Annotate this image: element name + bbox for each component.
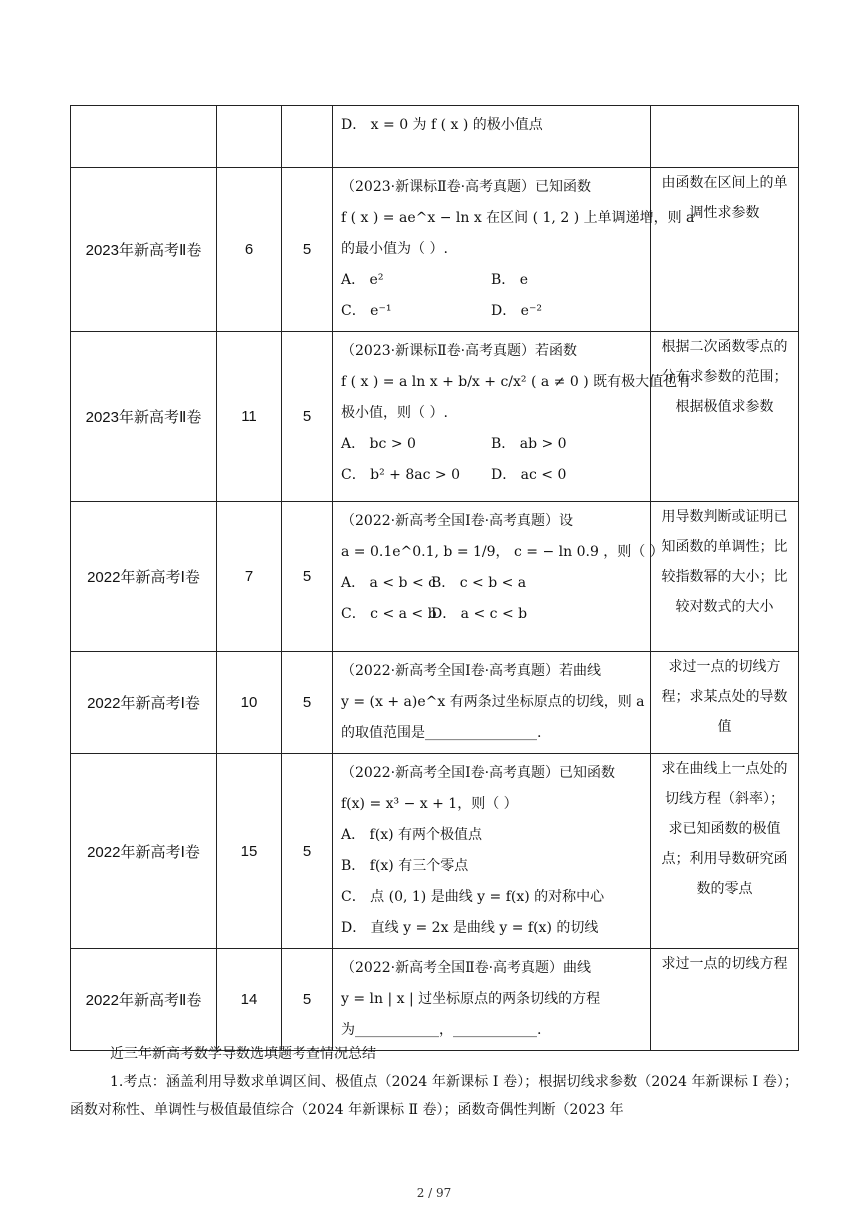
points-cell: 5 bbox=[282, 332, 333, 502]
question-line: D． x = 0 为 f ( x ) 的极小值点 bbox=[341, 117, 543, 133]
question-cell bbox=[333, 106, 651, 168]
knowledge-point-cell: 求过一点的切线方程；求某点处的导数值 bbox=[651, 652, 799, 754]
question-line: （2023·新课标Ⅱ卷·高考真题）已知函数 bbox=[341, 179, 592, 195]
points-cell: 5 bbox=[282, 652, 333, 754]
question-line: D． 直线 y = 2x 是曲线 y = f(x) 的切线 bbox=[341, 920, 599, 936]
question-line: f ( x ) = ae^x − ln x 在区间 ( 1, 2 ) 上单调递增，则 a bbox=[341, 210, 695, 226]
question-cell bbox=[333, 332, 692, 502]
question-number-cell: 14 bbox=[217, 949, 282, 1051]
question-number-cell: 15 bbox=[217, 754, 282, 949]
option-choice: C． c < a < b bbox=[341, 606, 437, 622]
question-line: （2022·新高考全国Ⅰ卷·高考真题）设 bbox=[341, 513, 574, 529]
question-cell bbox=[333, 168, 695, 332]
table-row bbox=[71, 652, 799, 754]
question-line: B． f(x) 有三个零点 bbox=[341, 858, 469, 874]
summary-title: 近三年新高考数学导数选填题考查情况总结 bbox=[110, 1046, 376, 1062]
table-row bbox=[71, 502, 799, 652]
exam-name-cell: 2022年新高考Ⅰ卷 bbox=[71, 652, 217, 754]
question-line: 极小值，则（ ）. bbox=[341, 405, 448, 421]
points-cell bbox=[282, 106, 333, 168]
summary-point-1: 1.考点：涵盖利用导数求单调区间、极值点（2024 年新课标 Ⅰ 卷）；根据切线求参数（2024 年新课标 Ⅰ 卷）；函数对称性、单调性与极值最值综合（2024 年新课标 Ⅱ 卷）；函数奇偶性判断（2023 年 bbox=[70, 1074, 798, 1118]
question-line: 的取值范围是________________. bbox=[341, 725, 542, 741]
option-choice: A． bc > 0 bbox=[341, 436, 416, 452]
options-row bbox=[341, 568, 644, 599]
option-choice: C． b² + 8ac > 0 bbox=[341, 467, 460, 483]
question-line: （2023·新课标Ⅱ卷·高考真题）若函数 bbox=[341, 343, 578, 359]
exam-table bbox=[70, 105, 799, 1051]
question-line: 为____________，____________. bbox=[341, 1022, 542, 1038]
question-line: （2022·新高考全国Ⅱ卷·高考真题）曲线 bbox=[341, 960, 592, 976]
question-line: C． 点 (0, 1) 是曲线 y = f(x) 的对称中心 bbox=[341, 889, 605, 905]
question-number-cell: 6 bbox=[217, 168, 282, 332]
exam-name-cell: 2023年新高考Ⅱ卷 bbox=[71, 168, 217, 332]
question-line: a = 0.1e^0.1, b = 1/9， c = − ln 0.9 ，则（ ） bbox=[341, 544, 664, 560]
table-row bbox=[71, 949, 799, 1051]
knowledge-point-cell bbox=[651, 106, 799, 168]
options-row bbox=[341, 599, 644, 630]
table-row bbox=[71, 106, 799, 168]
question-cell bbox=[333, 949, 651, 1051]
option-choice: D． e⁻² bbox=[491, 303, 542, 319]
question-line: f ( x ) = a ln x + b/x + c/x² ( a ≠ 0 ) 既有极大值也有 bbox=[341, 374, 692, 390]
points-cell: 5 bbox=[282, 168, 333, 332]
points-cell: 5 bbox=[282, 502, 333, 652]
option-choice: D． a < c < b bbox=[431, 606, 528, 622]
options-row bbox=[341, 265, 644, 296]
question-line: 的最小值为（ ）. bbox=[341, 241, 448, 257]
question-number-cell: 11 bbox=[217, 332, 282, 502]
exam-name-cell bbox=[71, 106, 217, 168]
question-line: （2022·新高考全国Ⅰ卷·高考真题）已知函数 bbox=[341, 765, 616, 781]
question-line: y = ln | x | 过坐标原点的两条切线的方程 bbox=[341, 991, 601, 1007]
question-number-cell: 10 bbox=[217, 652, 282, 754]
options-row bbox=[341, 429, 644, 460]
question-line: f(x) = x³ − x + 1，则（ ） bbox=[341, 796, 518, 812]
question-line: （2022·新高考全国Ⅰ卷·高考真题）若曲线 bbox=[341, 663, 602, 679]
option-choice: B． c < b < a bbox=[431, 575, 527, 591]
page-number: 2 / 97 bbox=[416, 1186, 452, 1200]
question-cell bbox=[333, 652, 651, 754]
table-row bbox=[71, 168, 799, 332]
table-row bbox=[71, 754, 799, 949]
question-cell bbox=[333, 754, 651, 949]
option-choice: B． ab > 0 bbox=[491, 436, 567, 452]
question-number-cell bbox=[217, 106, 282, 168]
knowledge-point-cell: 由函数在区间上的单调性求参数 bbox=[651, 168, 799, 332]
question-number-cell: 7 bbox=[217, 502, 282, 652]
option-choice: B． e bbox=[491, 272, 529, 288]
question-line: y = (x + a)e^x 有两条过坐标原点的切线，则 a bbox=[341, 694, 645, 710]
exam-name-cell: 2022年新高考Ⅱ卷 bbox=[71, 949, 217, 1051]
question-line: A． f(x) 有两个极值点 bbox=[341, 827, 483, 843]
exam-name-cell: 2022年新高考Ⅰ卷 bbox=[71, 502, 217, 652]
option-choice: A． a < b < c bbox=[341, 575, 436, 591]
question-cell bbox=[333, 502, 664, 652]
knowledge-point-cell: 用导数判断或证明已知函数的单调性；比较指数幂的大小；比较对数式的大小 bbox=[651, 502, 799, 652]
points-cell: 5 bbox=[282, 754, 333, 949]
exam-name-cell: 2022年新高考Ⅰ卷 bbox=[71, 754, 217, 949]
knowledge-point-cell: 求在曲线上一点处的切线方程（斜率）；求已知函数的极值点；利用导数研究函数的零点 bbox=[651, 754, 799, 949]
summary-section bbox=[70, 1040, 798, 1124]
options-row bbox=[341, 296, 644, 327]
exam-name-cell: 2023年新高考Ⅱ卷 bbox=[71, 332, 217, 502]
option-choice: D． ac < 0 bbox=[491, 467, 567, 483]
knowledge-point-cell: 求过一点的切线方程 bbox=[651, 949, 799, 1051]
options-row bbox=[341, 460, 644, 491]
knowledge-point-cell: 根据二次函数零点的分布求参数的范围；根据极值求参数 bbox=[651, 332, 799, 502]
option-choice: A． e² bbox=[341, 272, 384, 288]
option-choice: C． e⁻¹ bbox=[341, 303, 392, 319]
points-cell: 5 bbox=[282, 949, 333, 1051]
table-row bbox=[71, 332, 799, 502]
